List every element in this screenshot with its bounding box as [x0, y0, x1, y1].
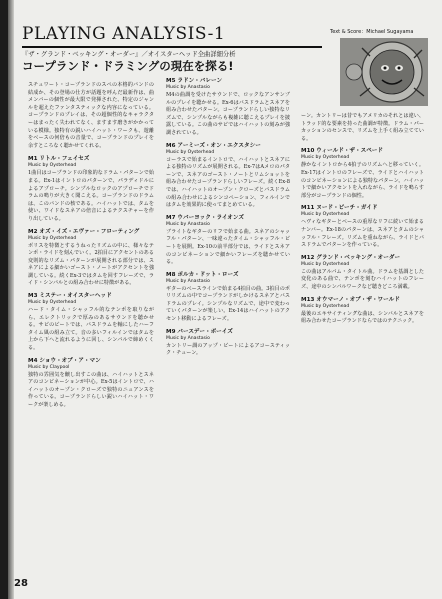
- page-fold-shadow: [8, 0, 14, 599]
- title-rule: [22, 46, 322, 48]
- track-credit: Music by Oysterhead: [28, 163, 77, 169]
- track-credit: Music by Oysterhead: [301, 155, 350, 161]
- track-section: [28, 293, 154, 353]
- track-body: ーン。カントリーは昔でもアメリカのそれとは違い、トラッド的な要素を持った曲調が特徴。ドラム・パーカッションのセンスで、リズムを上手く組み立てている。: [301, 113, 424, 142]
- track-body: 独特の雰囲気を醸し出すこの曲は、ハイハットとスネアのコンビネーションが中心。Ex-5はイントロで、ハイハットのオープン・クローズで独特のニュアンスを作っている。コープランドらしい鋭いハイハット・ワークが楽しめる。: [28, 371, 154, 408]
- track-title: M11 ヌード・ビーチ・ガイド: [301, 205, 378, 212]
- page-subtitle: 『ザ・グランド・ベッキング・オーダー』／オイスターヘッド全曲詳細分析: [22, 51, 236, 58]
- track-title: M9 バースデー・ボーイズ: [166, 328, 233, 335]
- track-body: カントリー調のアップ・ビートによるアコースティック・チューン。: [166, 342, 290, 357]
- track-body: 1曲目はコープランドの印象的なドラム・パターンで始まる。Ex-1はイントロのパターンで、パラディドルによるアプローチ。シンプルなロックのアプローチでドラムの鳴りが大きく聞こえる。コープランドのドラムは、このバンドの核である。ハイハットでは、タムを使い、ワイドなスネアの倍音によるテクスチャーを作り出している。: [28, 170, 154, 222]
- track-body: この曲はアルバム・タイトル曲。ドラムを基調とした変化のある曲で、テンポを刻むハイハットのフレーズ、途中のシンバルワークなど聴きどころ満載。: [301, 268, 424, 290]
- artwork-illustration: [340, 38, 428, 106]
- track-section: [28, 156, 154, 223]
- track-credit: Music by Oysterhead: [301, 303, 350, 309]
- track-section: [166, 329, 290, 358]
- track-credit: Music by Oysterhead: [166, 149, 215, 155]
- track-credit: Music by Oysterhead: [28, 300, 77, 306]
- track-title: M1 リトル・フェイセズ: [28, 156, 90, 163]
- track-credit: Music by Oysterhead: [28, 235, 77, 241]
- track-title: M8 ポルカ・ドット・ローズ: [166, 271, 239, 278]
- page-number: 28: [14, 578, 28, 589]
- text-column-3: [301, 112, 424, 331]
- track-title: M2 オズ・イズ・エヴァー・フローティング: [28, 228, 140, 235]
- track-title: M4 ショウ・オブ・ア・マン: [28, 357, 101, 364]
- track-credit: Music by Anastasio: [166, 85, 210, 90]
- track-section: [301, 205, 424, 249]
- track-body: ヘヴィなギターとベースの重厚なリフに続いて始まるナンバー。Ex-18のパターンは、スネアとタムのシャッフル・フレーズ。リズムを重ねながら、ライドとバスドラムでパターンを作っている。: [301, 219, 424, 249]
- album-artwork: [340, 38, 428, 106]
- track-credit: Music by Anastasio: [166, 221, 210, 227]
- track-section: [166, 272, 290, 324]
- page-title: PLAYING ANALYSIS-1: [22, 24, 226, 44]
- track-title: M5 ラドン・バレーン: [166, 78, 223, 84]
- track-body: ボリスを特徴とするうねったリズムの中に、様々なテンポ・ライドを刻んでいく。2拍目にアクセントのある変則的なリズム・パターンが展開される部分では、スネアによる細かいゴースト・ノートがアクセントを強調している。続くEx-3ではタムを回すフレーズで、ライド・シンバルとの組み合わせに特徴がある。: [28, 242, 154, 287]
- track-section: [301, 255, 424, 292]
- track-section: [28, 229, 154, 289]
- track-section: [166, 143, 290, 210]
- track-body: ハード・タイム・シャッフル的なテンポを取りながら、エレクトリックで厚みのあるサウンドを聴かせる。サビのビートでは、バスドラムを軸にしたハーフタイム風の組み立て。音の多いフィルインではタムを上から下へと流れるように回し、シンバルで締めくくる。: [28, 307, 154, 352]
- track-section: [166, 215, 290, 267]
- track-title: M6 アーミーズ・オン・エクスタシー: [166, 142, 261, 149]
- track-body: ブライトなギターのリフで始まる曲。スネアのシャッフル・パターン、一味違ったタイム・シャッフル・ビートを展開。Ex-10の前半部分では、ライドとスネアのコンビネーションで細かいフレーズを聴かせている。: [166, 228, 290, 266]
- track-body: コーラスで始まるイントロで、ハイハットとスネアによる独特のリズムが展開される。Ex-7はAメロのパターンで、スネアのゴースト・ノートとリムショットを組み合わせたコープランドらしいフレーズ。続くEx-8では、ハイハットのオープン・クローズとバスドラムの組み合わせによるシンコペーション、フィルインではタムを効果的に使ってまとめている。: [166, 156, 290, 209]
- track-credit: Music by Oysterhead: [301, 212, 350, 218]
- track-credit: Music by Anastasio: [166, 278, 210, 284]
- track-body: 静かなイントロから4拍子のリズムへと移っていく。Ex-17はイントロのフレーズで、ライドとハイハットのコンビネーションによる独特なパターン。ハイハットで細かいアクセントを入れながら、ライドを鳴らす部分がコープランドの個性。: [301, 162, 424, 199]
- track-body: ギターのベースラインで始まる4拍目の曲。3拍目のポリリズムの中でコープランドがしかけるスネアとバスドラムのプレイ。シンプルなリズムで、途中で変わっていくパターンが楽しい。Ex-14はハイハットのアクセント移動によるフレーズ。: [166, 285, 290, 323]
- track-title: M3 ミステー・オイスターヘッド: [28, 293, 112, 300]
- track-credit: Music by Claypool: [28, 364, 70, 370]
- author-credit: Text & Score：Michael Sugayama: [330, 29, 414, 35]
- track-section: [166, 78, 290, 138]
- track-body: M4の曲調を受けたサウンドで、ロックなアンサンブルのプレイを聴かせる。Ex-6はバスドラムとスネアを組み合わせたパターン。コープランドらしい独特なリズムで、シンプルながらも複雑に聴こえるプレイを披露している。この曲のサビではハイハットの刻みが強調されている。: [166, 92, 290, 136]
- track-credit: Music by Anastasio: [166, 335, 210, 341]
- track-body: 最後のエキサイティングな曲は、シンバルとスネアを組み合わせたコープランドならではのテクニック。: [301, 310, 424, 325]
- text-column-2: [166, 78, 290, 363]
- track-section: [301, 148, 424, 200]
- track-title: M10 ウィールド・ザ・スペード: [301, 148, 383, 155]
- article-headline: コープランド・ドラミングの現在を探る!: [22, 59, 234, 73]
- track-section: [301, 297, 424, 326]
- track-section: [28, 358, 154, 410]
- intro-paragraph: スチュワート・コープランドのスペの本格的バンドの結成か、その登場の仕方が話題を呼んだ最新作は、曲メンバーの個性が最大限で発揮された、特定のジャンルを超えたファンタスティックな内容になっている。コープランドのプレイは、その超個性的なキャラクターはまったく失われてなく、ますます磨きがかかっている模様。独特有の鋭いハイハット・ワークも、遊離をベースの何倍もの音量で、コープランドのプレイを余すところなく聴かせてくれる。: [28, 82, 154, 149]
- text-column-1: [28, 82, 154, 415]
- track-title: M7 ウバーヨック・ライオンズ: [166, 214, 244, 221]
- track-section-continued: [301, 113, 424, 143]
- track-credit: Music by Oysterhead: [301, 261, 350, 267]
- track-title: M12 グランド・ベッキング・オーダー: [301, 254, 401, 261]
- track-title: M13 オウマーノ・オブ・ザ・ワールド: [301, 296, 400, 303]
